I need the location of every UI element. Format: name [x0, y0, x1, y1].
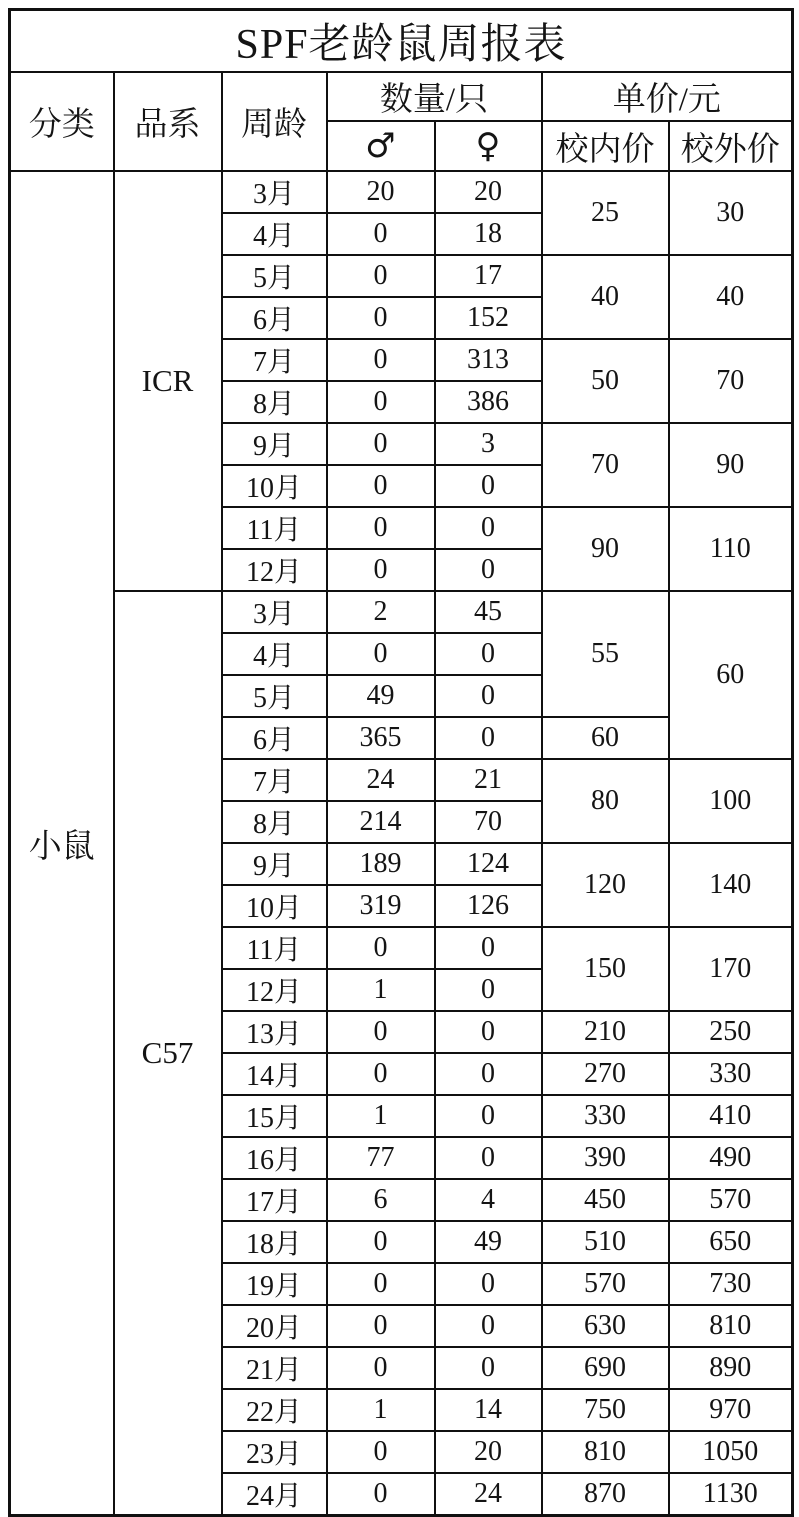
- male-count-cell: 0: [327, 1263, 435, 1305]
- female-count-cell: 0: [435, 927, 542, 969]
- age-cell: 13月: [222, 1011, 327, 1053]
- column-header-age: 周龄: [222, 72, 327, 171]
- external-price-cell: 30: [669, 171, 793, 255]
- age-cell: 6月: [222, 717, 327, 759]
- column-header-category: 分类: [10, 72, 114, 171]
- female-count-cell: 49: [435, 1221, 542, 1263]
- campus-price-cell: 60: [542, 717, 669, 759]
- column-header-strain: 品系: [114, 72, 222, 171]
- campus-price-cell: 810: [542, 1431, 669, 1473]
- campus-price-cell: 390: [542, 1137, 669, 1179]
- external-price-cell: 970: [669, 1389, 793, 1431]
- female-count-cell: 17: [435, 255, 542, 297]
- column-header-price-group: 单价/元: [542, 72, 793, 121]
- campus-price-cell: 70: [542, 423, 669, 507]
- female-count-cell: 18: [435, 213, 542, 255]
- male-count-cell: 319: [327, 885, 435, 927]
- campus-price-cell: 210: [542, 1011, 669, 1053]
- female-count-cell: 0: [435, 1305, 542, 1347]
- female-count-cell: 313: [435, 339, 542, 381]
- age-cell: 10月: [222, 885, 327, 927]
- male-count-cell: 0: [327, 1305, 435, 1347]
- male-count-cell: 0: [327, 339, 435, 381]
- male-count-cell: 1: [327, 1389, 435, 1431]
- campus-price-cell: 690: [542, 1347, 669, 1389]
- female-count-cell: 152: [435, 297, 542, 339]
- age-cell: 18月: [222, 1221, 327, 1263]
- female-count-cell: 0: [435, 1137, 542, 1179]
- age-cell: 23月: [222, 1431, 327, 1473]
- campus-price-cell: 50: [542, 339, 669, 423]
- external-price-cell: 730: [669, 1263, 793, 1305]
- age-cell: 11月: [222, 927, 327, 969]
- age-cell: 3月: [222, 591, 327, 633]
- table-row: [10, 171, 793, 213]
- male-count-cell: 0: [327, 1221, 435, 1263]
- campus-price-cell: 120: [542, 843, 669, 927]
- female-count-cell: 4: [435, 1179, 542, 1221]
- external-price-cell: 890: [669, 1347, 793, 1389]
- column-header-quantity-group: 数量/只: [327, 72, 542, 121]
- female-count-cell: 124: [435, 843, 542, 885]
- female-count-cell: 0: [435, 1011, 542, 1053]
- female-count-cell: 14: [435, 1389, 542, 1431]
- campus-price-cell: 630: [542, 1305, 669, 1347]
- campus-price-cell: 150: [542, 927, 669, 1011]
- male-count-cell: 49: [327, 675, 435, 717]
- external-price-cell: 100: [669, 759, 793, 843]
- external-price-cell: 90: [669, 423, 793, 507]
- age-cell: 15月: [222, 1095, 327, 1137]
- age-cell: 12月: [222, 969, 327, 1011]
- campus-price-cell: 330: [542, 1095, 669, 1137]
- age-cell: 7月: [222, 759, 327, 801]
- female-count-cell: 0: [435, 633, 542, 675]
- external-price-cell: 170: [669, 927, 793, 1011]
- age-cell: 5月: [222, 675, 327, 717]
- male-count-cell: 189: [327, 843, 435, 885]
- male-count-cell: 0: [327, 927, 435, 969]
- campus-price-cell: 40: [542, 255, 669, 339]
- age-cell: 3月: [222, 171, 327, 213]
- external-price-cell: 1130: [669, 1473, 793, 1516]
- female-count-cell: 0: [435, 675, 542, 717]
- female-count-cell: 0: [435, 507, 542, 549]
- campus-price-cell: 750: [542, 1389, 669, 1431]
- female-count-cell: 386: [435, 381, 542, 423]
- age-cell: 24月: [222, 1473, 327, 1516]
- age-cell: 7月: [222, 339, 327, 381]
- campus-price-cell: 90: [542, 507, 669, 591]
- campus-price-cell: 55: [542, 591, 669, 717]
- age-cell: 6月: [222, 297, 327, 339]
- external-price-cell: 410: [669, 1095, 793, 1137]
- female-count-cell: 0: [435, 717, 542, 759]
- female-count-cell: 0: [435, 465, 542, 507]
- male-count-cell: 1: [327, 969, 435, 1011]
- age-cell: 8月: [222, 381, 327, 423]
- male-count-cell: 20: [327, 171, 435, 213]
- male-count-cell: 6: [327, 1179, 435, 1221]
- table-row: [10, 591, 793, 633]
- female-count-cell: 21: [435, 759, 542, 801]
- male-count-cell: 24: [327, 759, 435, 801]
- male-count-cell: 0: [327, 1431, 435, 1473]
- campus-price-cell: 80: [542, 759, 669, 843]
- external-price-cell: 70: [669, 339, 793, 423]
- age-cell: 10月: [222, 465, 327, 507]
- male-count-cell: 0: [327, 1011, 435, 1053]
- female-count-cell: 0: [435, 1095, 542, 1137]
- campus-price-cell: 870: [542, 1473, 669, 1516]
- strain-cell-c57: C57: [114, 591, 222, 1516]
- header-row-groups: [10, 72, 793, 121]
- category-cell: 小鼠: [10, 171, 114, 1516]
- age-cell: 9月: [222, 843, 327, 885]
- female-count-cell: 0: [435, 1263, 542, 1305]
- age-cell: 8月: [222, 801, 327, 843]
- age-cell: 12月: [222, 549, 327, 591]
- male-icon: ♂: [327, 121, 435, 171]
- female-count-cell: 0: [435, 549, 542, 591]
- strain-cell-icr: ICR: [114, 171, 222, 591]
- title-row: [10, 10, 793, 73]
- male-count-cell: 0: [327, 381, 435, 423]
- age-cell: 20月: [222, 1305, 327, 1347]
- male-count-cell: 77: [327, 1137, 435, 1179]
- campus-price-cell: 570: [542, 1263, 669, 1305]
- male-count-cell: 0: [327, 1053, 435, 1095]
- age-cell: 4月: [222, 633, 327, 675]
- campus-price-cell: 270: [542, 1053, 669, 1095]
- female-count-cell: 3: [435, 423, 542, 465]
- external-price-cell: 490: [669, 1137, 793, 1179]
- age-cell: 9月: [222, 423, 327, 465]
- age-cell: 22月: [222, 1389, 327, 1431]
- spf-aged-mice-weekly-report-table: [8, 8, 794, 1517]
- external-price-cell: 1050: [669, 1431, 793, 1473]
- age-cell: 16月: [222, 1137, 327, 1179]
- female-count-cell: 0: [435, 969, 542, 1011]
- external-price-cell: 330: [669, 1053, 793, 1095]
- male-count-cell: 0: [327, 507, 435, 549]
- female-count-cell: 20: [435, 1431, 542, 1473]
- female-count-cell: 0: [435, 1347, 542, 1389]
- male-count-cell: 0: [327, 633, 435, 675]
- male-count-cell: 0: [327, 549, 435, 591]
- male-count-cell: 2: [327, 591, 435, 633]
- column-header-campus-price: 校内价: [542, 121, 669, 171]
- external-price-cell: 60: [669, 591, 793, 759]
- external-price-cell: 810: [669, 1305, 793, 1347]
- external-price-cell: 570: [669, 1179, 793, 1221]
- age-cell: 4月: [222, 213, 327, 255]
- external-price-cell: 40: [669, 255, 793, 339]
- male-count-cell: 214: [327, 801, 435, 843]
- male-count-cell: 0: [327, 1473, 435, 1516]
- female-count-cell: 45: [435, 591, 542, 633]
- female-count-cell: 0: [435, 1053, 542, 1095]
- age-cell: 21月: [222, 1347, 327, 1389]
- page-title: SPF老龄鼠周报表: [10, 10, 793, 73]
- column-header-external-price: 校外价: [669, 121, 793, 171]
- external-price-cell: 250: [669, 1011, 793, 1053]
- male-count-cell: 1: [327, 1095, 435, 1137]
- external-price-cell: 140: [669, 843, 793, 927]
- female-count-cell: 70: [435, 801, 542, 843]
- age-cell: 17月: [222, 1179, 327, 1221]
- male-count-cell: 0: [327, 255, 435, 297]
- female-count-cell: 126: [435, 885, 542, 927]
- male-count-cell: 0: [327, 213, 435, 255]
- male-count-cell: 0: [327, 1347, 435, 1389]
- female-icon: ♀: [435, 121, 542, 171]
- campus-price-cell: 25: [542, 171, 669, 255]
- male-count-cell: 0: [327, 297, 435, 339]
- age-cell: 14月: [222, 1053, 327, 1095]
- male-count-cell: 0: [327, 465, 435, 507]
- male-count-cell: 0: [327, 423, 435, 465]
- campus-price-cell: 510: [542, 1221, 669, 1263]
- male-count-cell: 365: [327, 717, 435, 759]
- age-cell: 19月: [222, 1263, 327, 1305]
- age-cell: 11月: [222, 507, 327, 549]
- external-price-cell: 650: [669, 1221, 793, 1263]
- female-count-cell: 20: [435, 171, 542, 213]
- external-price-cell: 110: [669, 507, 793, 591]
- campus-price-cell: 450: [542, 1179, 669, 1221]
- female-count-cell: 24: [435, 1473, 542, 1516]
- age-cell: 5月: [222, 255, 327, 297]
